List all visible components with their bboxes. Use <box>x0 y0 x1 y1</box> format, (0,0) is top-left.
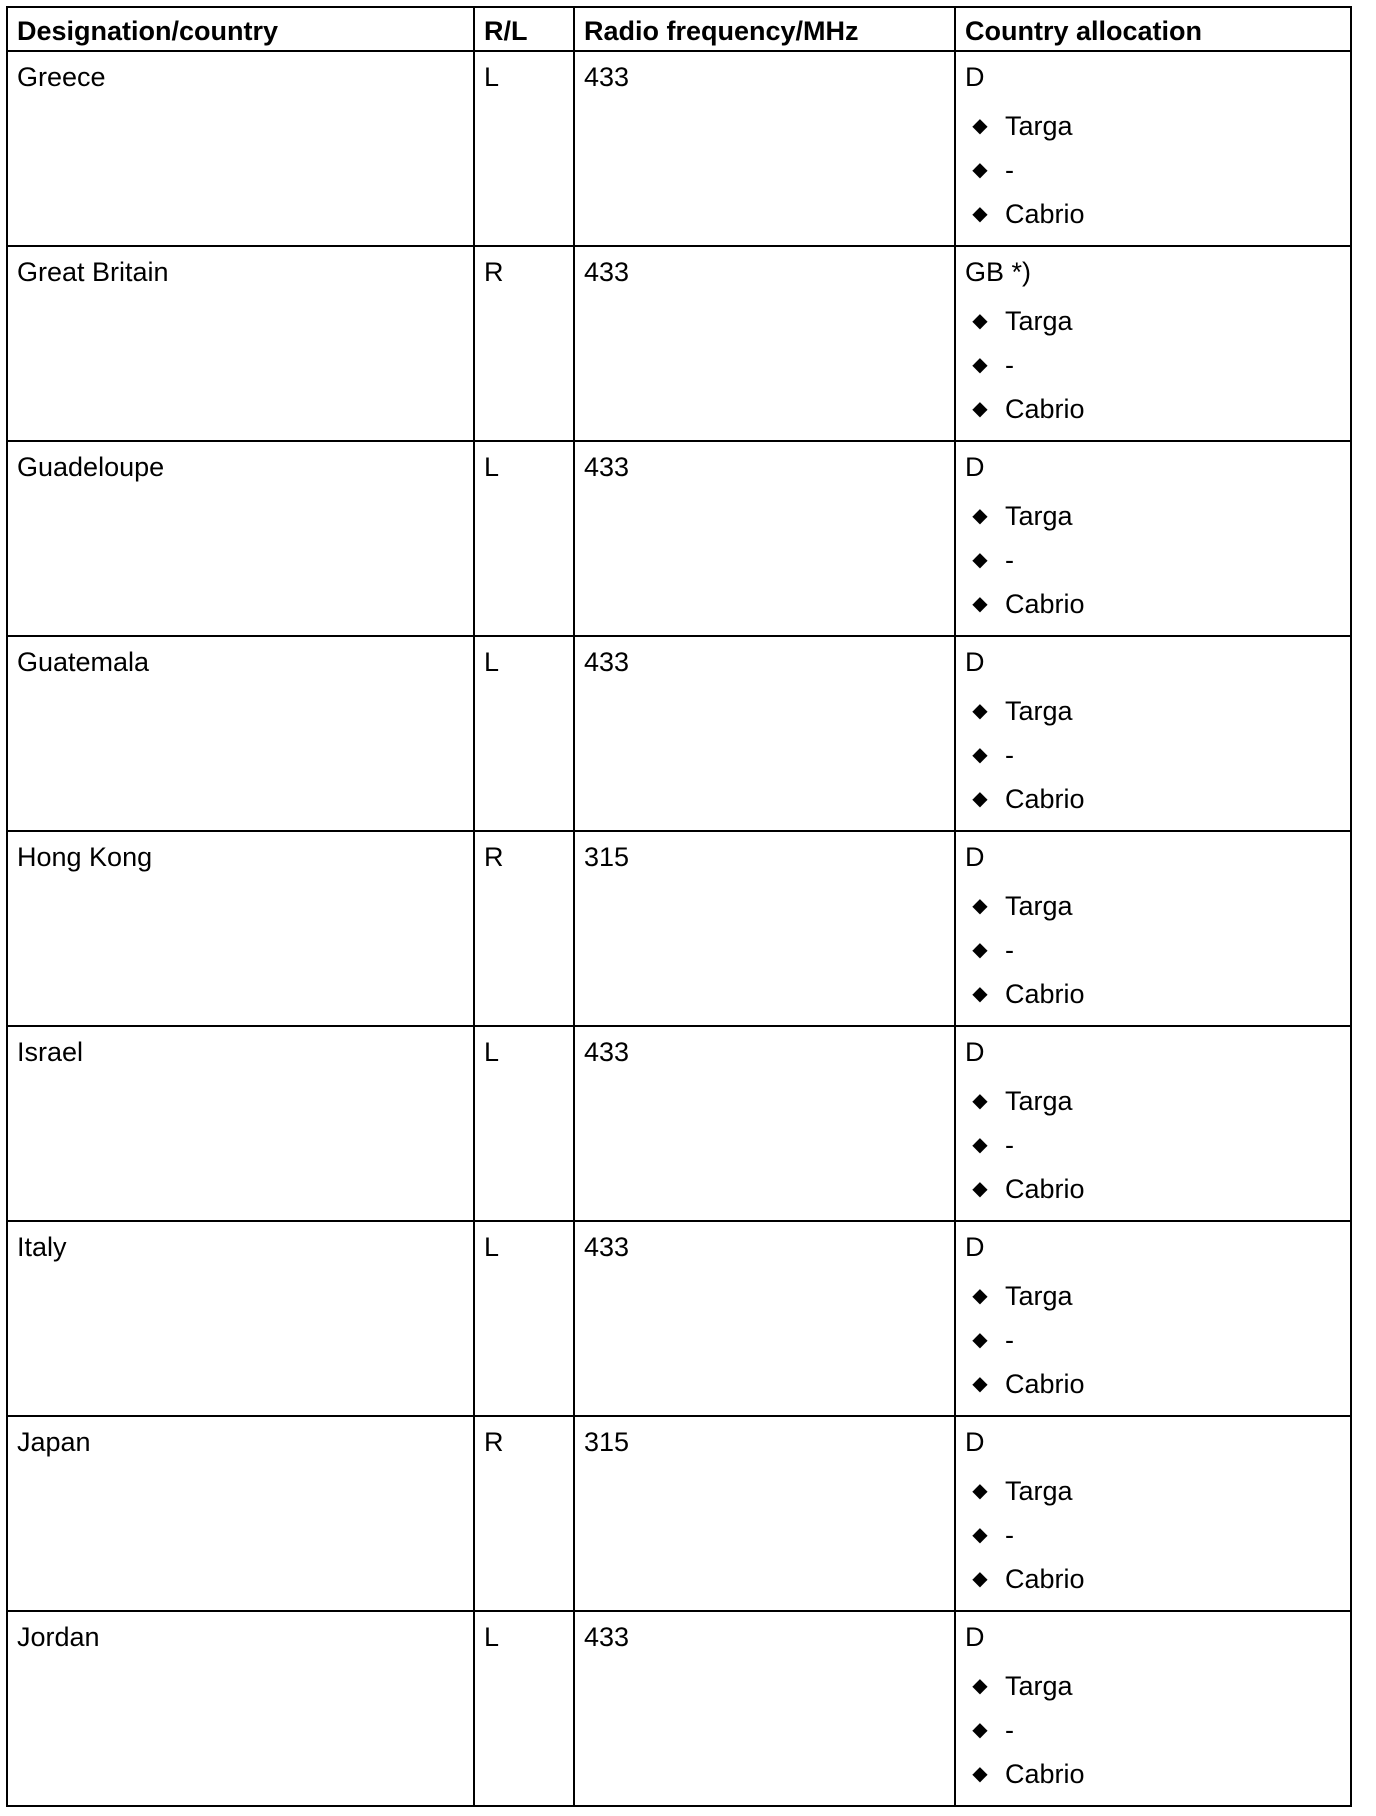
frequency-cell: 433 <box>574 246 955 441</box>
allocation-cell <box>955 246 1351 441</box>
variant-item <box>965 777 1350 821</box>
country-cell: Great Britain <box>7 246 474 441</box>
variant-list <box>965 1664 1350 1796</box>
country-cell: Israel <box>7 1026 474 1221</box>
variant-label: Targa <box>1005 501 1073 531</box>
variant-label: Cabrio <box>1005 589 1085 619</box>
variant-item <box>965 1123 1350 1167</box>
variant-item <box>965 582 1350 626</box>
frequency-cell: 433 <box>574 1221 955 1416</box>
variant-item <box>965 1274 1350 1318</box>
rl-cell: L <box>474 1026 574 1221</box>
frequency-cell: 433 <box>574 636 955 831</box>
variant-item <box>965 1752 1350 1796</box>
variant-list <box>965 1469 1350 1601</box>
variant-list <box>965 884 1350 1016</box>
variant-label: Targa <box>1005 1086 1073 1116</box>
variant-label: Cabrio <box>1005 979 1085 1009</box>
country-frequency-table <box>6 6 1352 1807</box>
table-row <box>7 1221 1351 1416</box>
diamond-bullet-icon: ◆ <box>972 593 988 615</box>
variant-item <box>965 1167 1350 1211</box>
variant-item <box>965 1469 1350 1513</box>
allocation-cell <box>955 636 1351 831</box>
variant-label: Cabrio <box>1005 1174 1085 1204</box>
diamond-bullet-icon: ◆ <box>972 1719 988 1741</box>
diamond-bullet-icon: ◆ <box>972 1480 988 1502</box>
rl-cell: L <box>474 441 574 636</box>
variant-label: - <box>1005 1325 1014 1355</box>
allocation-code: D <box>965 452 985 482</box>
variant-item <box>965 733 1350 777</box>
rl-cell: R <box>474 246 574 441</box>
variant-item <box>965 299 1350 343</box>
variant-item <box>965 538 1350 582</box>
variant-label: - <box>1005 545 1014 575</box>
variant-item <box>965 928 1350 972</box>
variant-label: Targa <box>1005 1281 1073 1311</box>
variant-label: - <box>1005 740 1014 770</box>
variant-item <box>965 1664 1350 1708</box>
variant-item <box>965 972 1350 1016</box>
table-header <box>7 7 1351 51</box>
diamond-bullet-icon: ◆ <box>972 700 988 722</box>
variant-list <box>965 1274 1350 1406</box>
variant-label: - <box>1005 1520 1014 1550</box>
variant-item <box>965 387 1350 431</box>
diamond-bullet-icon: ◆ <box>972 354 988 376</box>
header-radio-frequency: Radio frequency/MHz <box>574 7 955 51</box>
country-cell: Guatemala <box>7 636 474 831</box>
allocation-code: D <box>965 1622 985 1652</box>
variant-item <box>965 1557 1350 1601</box>
diamond-bullet-icon: ◆ <box>972 744 988 766</box>
diamond-bullet-icon: ◆ <box>972 1568 988 1590</box>
table-row <box>7 246 1351 441</box>
diamond-bullet-icon: ◆ <box>972 1285 988 1307</box>
header-designation-country: Designation/country <box>7 7 474 51</box>
diamond-bullet-icon: ◆ <box>972 1373 988 1395</box>
diamond-bullet-icon: ◆ <box>972 983 988 1005</box>
variant-item <box>965 1708 1350 1752</box>
variant-item <box>965 1513 1350 1557</box>
diamond-bullet-icon: ◆ <box>972 115 988 137</box>
allocation-cell <box>955 441 1351 636</box>
frequency-cell: 315 <box>574 1416 955 1611</box>
diamond-bullet-icon: ◆ <box>972 895 988 917</box>
variant-list <box>965 689 1350 821</box>
diamond-bullet-icon: ◆ <box>972 1134 988 1156</box>
variant-label: Targa <box>1005 1671 1073 1701</box>
diamond-bullet-icon: ◆ <box>972 159 988 181</box>
rl-cell: R <box>474 1416 574 1611</box>
country-cell: Italy <box>7 1221 474 1416</box>
variant-label: Targa <box>1005 696 1073 726</box>
table-row <box>7 1026 1351 1221</box>
diamond-bullet-icon: ◆ <box>972 1090 988 1112</box>
frequency-cell: 433 <box>574 1611 955 1806</box>
variant-item <box>965 1362 1350 1406</box>
variant-list <box>965 104 1350 236</box>
variant-item <box>965 104 1350 148</box>
allocation-cell <box>955 51 1351 246</box>
diamond-bullet-icon: ◆ <box>972 788 988 810</box>
header-rl: R/L <box>474 7 574 51</box>
variant-label: - <box>1005 935 1014 965</box>
rl-cell: L <box>474 636 574 831</box>
variant-label: - <box>1005 1715 1014 1745</box>
variant-item <box>965 148 1350 192</box>
allocation-cell <box>955 1416 1351 1611</box>
diamond-bullet-icon: ◆ <box>972 549 988 571</box>
diamond-bullet-icon: ◆ <box>972 1524 988 1546</box>
table-body <box>7 51 1351 1806</box>
variant-label: Targa <box>1005 306 1073 336</box>
country-cell: Guadeloupe <box>7 441 474 636</box>
variant-label: Targa <box>1005 1476 1073 1506</box>
allocation-code: GB *) <box>965 257 1032 287</box>
variant-item <box>965 689 1350 733</box>
variant-item <box>965 343 1350 387</box>
variant-item <box>965 192 1350 236</box>
allocation-cell <box>955 1026 1351 1221</box>
diamond-bullet-icon: ◆ <box>972 203 988 225</box>
variant-list <box>965 1079 1350 1211</box>
variant-label: - <box>1005 155 1014 185</box>
frequency-cell: 433 <box>574 441 955 636</box>
variant-list <box>965 299 1350 431</box>
rl-cell: L <box>474 1221 574 1416</box>
variant-label: - <box>1005 1130 1014 1160</box>
diamond-bullet-icon: ◆ <box>972 939 988 961</box>
rl-cell: L <box>474 51 574 246</box>
variant-item <box>965 494 1350 538</box>
variant-label: Targa <box>1005 111 1073 141</box>
variant-label: Cabrio <box>1005 784 1085 814</box>
diamond-bullet-icon: ◆ <box>972 1329 988 1351</box>
allocation-code: D <box>965 1232 985 1262</box>
variant-label: Cabrio <box>1005 1759 1085 1789</box>
country-cell: Jordan <box>7 1611 474 1806</box>
country-cell: Hong Kong <box>7 831 474 1026</box>
allocation-code: D <box>965 62 985 92</box>
table-row <box>7 1416 1351 1611</box>
allocation-cell <box>955 1611 1351 1806</box>
table-row <box>7 636 1351 831</box>
variant-item <box>965 884 1350 928</box>
variant-label: Cabrio <box>1005 1369 1085 1399</box>
header-country-allocation: Country allocation <box>955 7 1351 51</box>
variant-label: Cabrio <box>1005 1564 1085 1594</box>
allocation-cell <box>955 1221 1351 1416</box>
table-row <box>7 51 1351 246</box>
diamond-bullet-icon: ◆ <box>972 1763 988 1785</box>
diamond-bullet-icon: ◆ <box>972 310 988 332</box>
allocation-code: D <box>965 842 985 872</box>
frequency-cell: 315 <box>574 831 955 1026</box>
table-row <box>7 441 1351 636</box>
variant-label: Cabrio <box>1005 394 1085 424</box>
variant-label: - <box>1005 350 1014 380</box>
diamond-bullet-icon: ◆ <box>972 1675 988 1697</box>
allocation-cell <box>955 831 1351 1026</box>
allocation-code: D <box>965 1427 985 1457</box>
variant-item <box>965 1318 1350 1362</box>
table-row <box>7 831 1351 1026</box>
variant-label: Cabrio <box>1005 199 1085 229</box>
diamond-bullet-icon: ◆ <box>972 505 988 527</box>
allocation-code: D <box>965 647 985 677</box>
diamond-bullet-icon: ◆ <box>972 398 988 420</box>
diamond-bullet-icon: ◆ <box>972 1178 988 1200</box>
rl-cell: R <box>474 831 574 1026</box>
variant-label: Targa <box>1005 891 1073 921</box>
variant-list <box>965 494 1350 626</box>
frequency-cell: 433 <box>574 51 955 246</box>
header-row <box>7 7 1351 51</box>
rl-cell: L <box>474 1611 574 1806</box>
country-cell: Japan <box>7 1416 474 1611</box>
country-cell: Greece <box>7 51 474 246</box>
table-row <box>7 1611 1351 1806</box>
variant-item <box>965 1079 1350 1123</box>
allocation-code: D <box>965 1037 985 1067</box>
frequency-cell: 433 <box>574 1026 955 1221</box>
